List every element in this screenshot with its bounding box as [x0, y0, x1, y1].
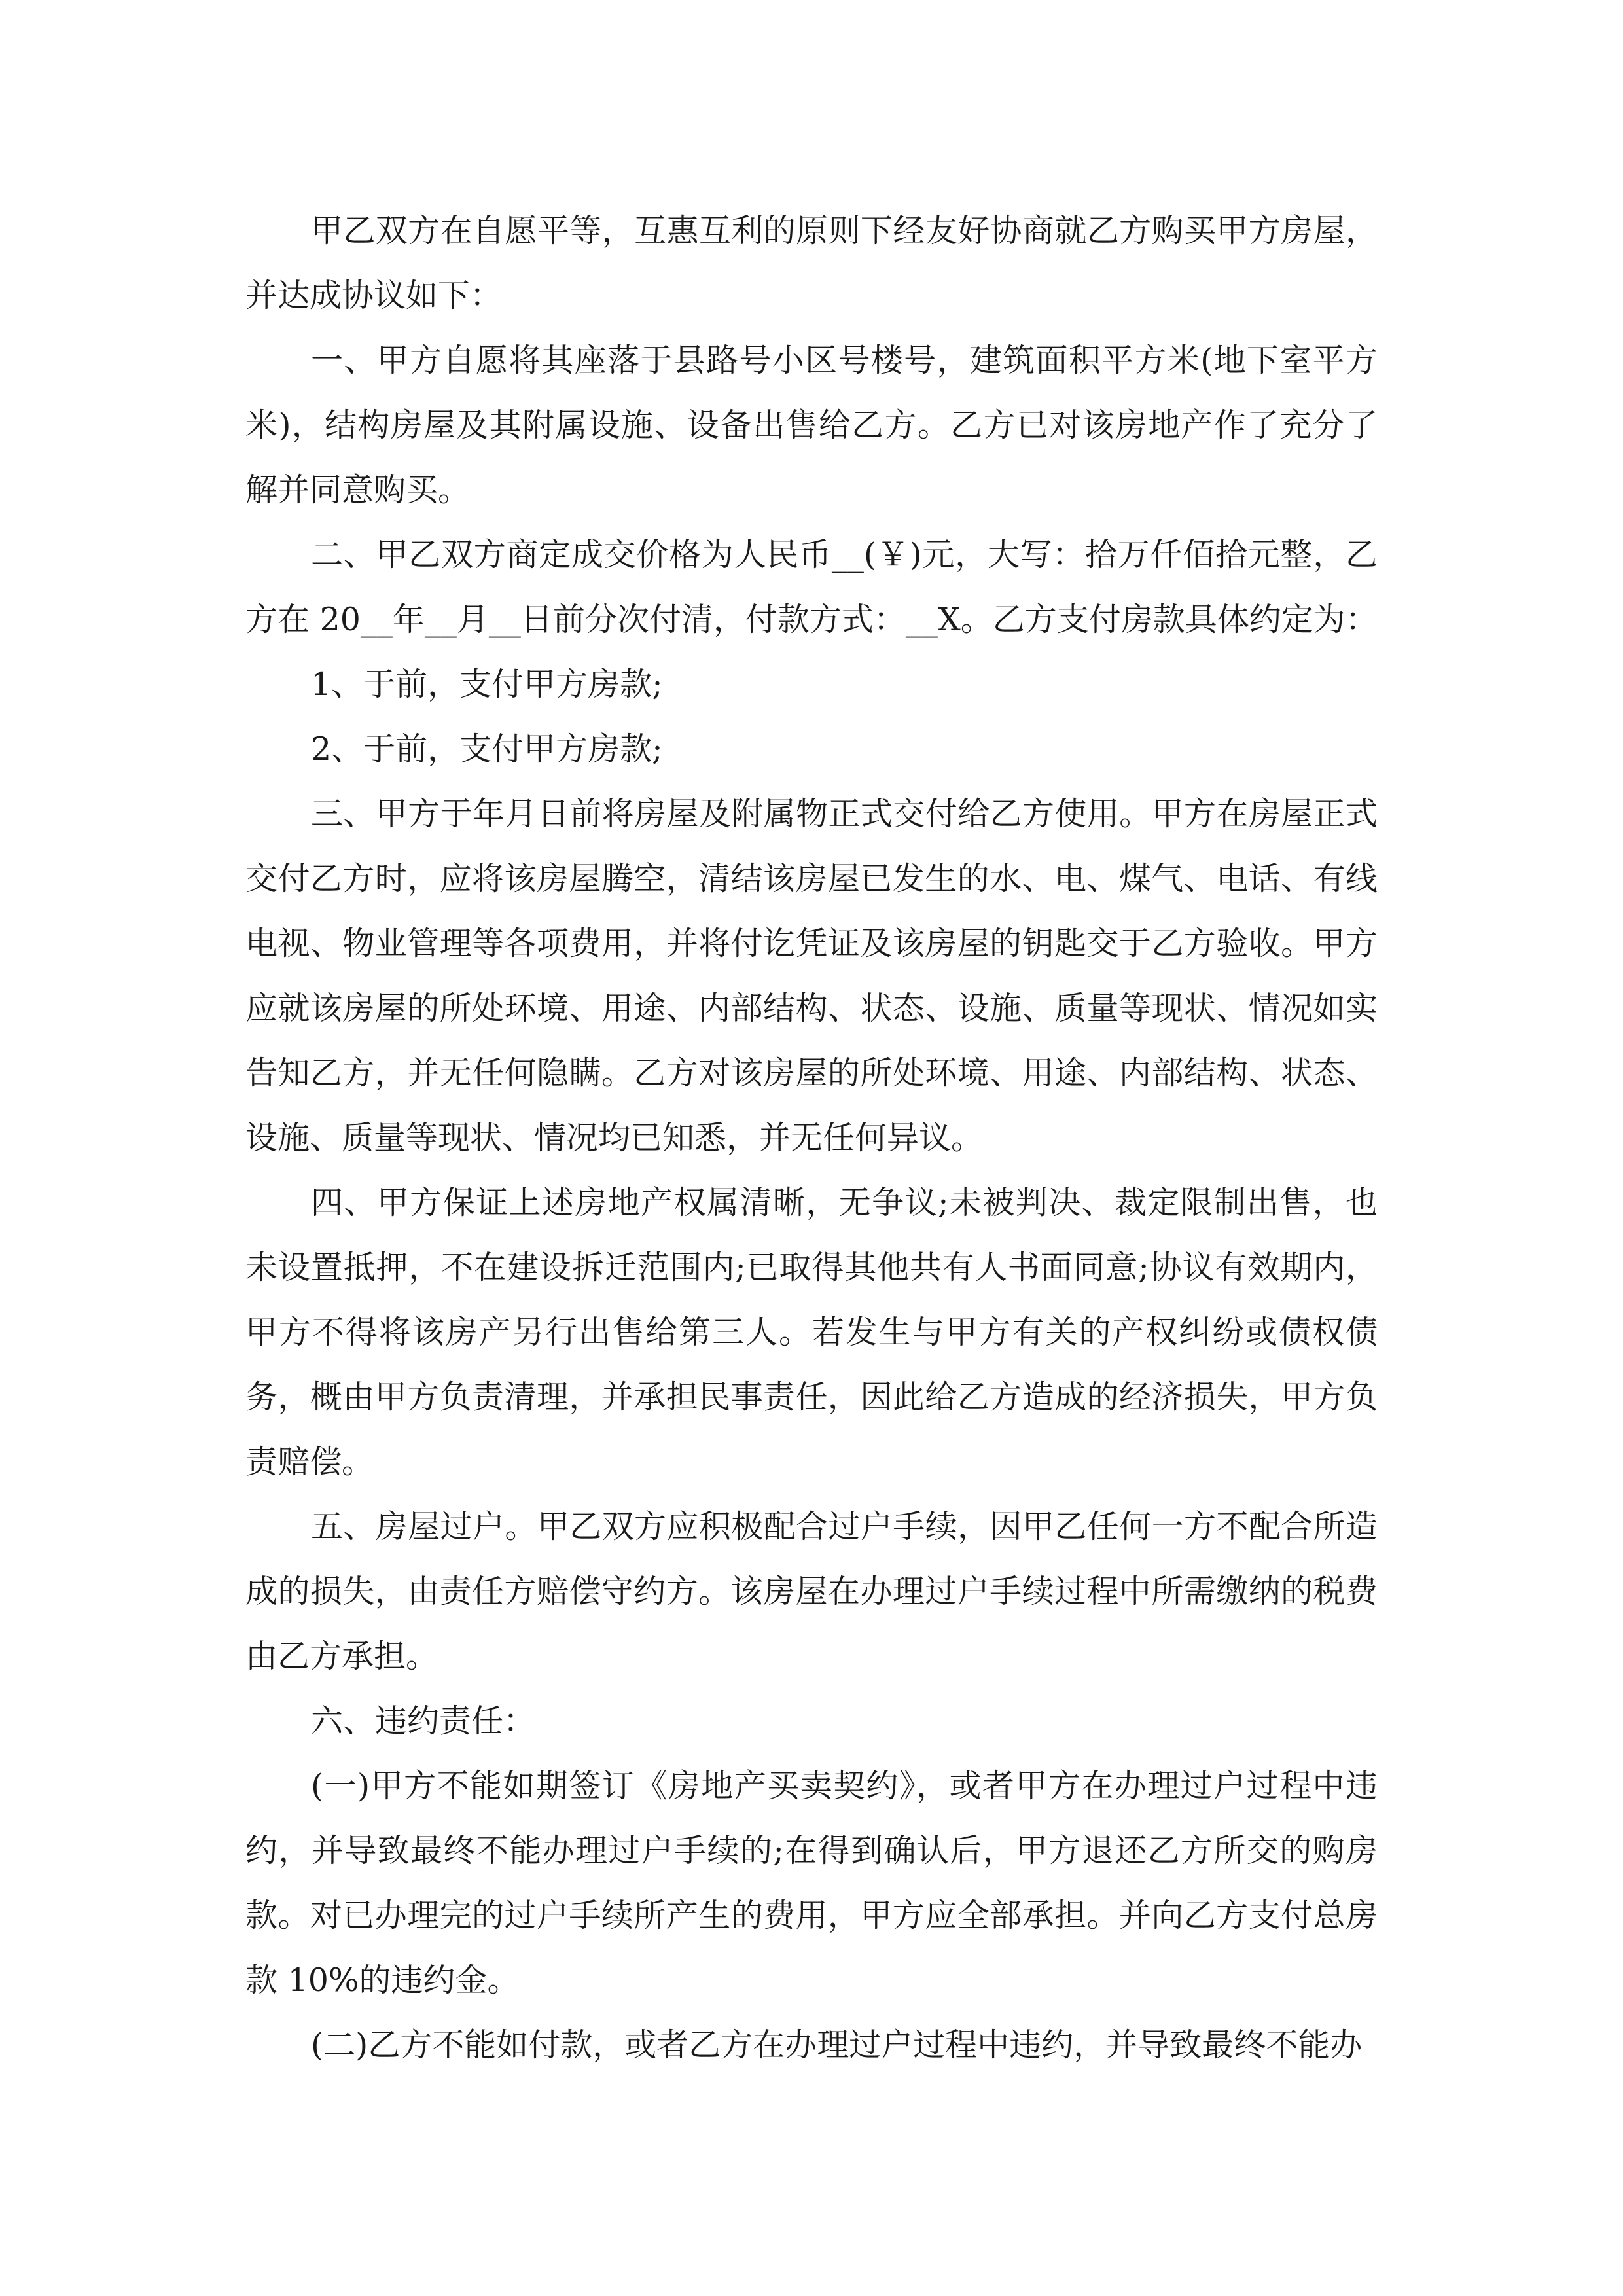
paragraph-clause-4: 四、甲方保证上述房地产权属清晰，无争议;未被判决、裁定限制出售，也未设置抵押，不在建设拆迁范围内;已取得其他共有人书面同意;协议有效期内，甲方不得将该房产另行出售给第三人。若发生与甲方有关的产权纠纷或债权债务，概由甲方负责清理，并承担民事责任，因此给乙方造成的经济损失，甲方负责赔偿。	[245, 1184, 1378, 1480]
paragraph-clause-5: 五、房屋过户。甲乙双方应积极配合过户手续，因甲乙任何一方不配合所造成的损失，由责任方赔偿守约方。该房屋在办理过户手续过程中所需缴纳的税费由乙方承担。	[245, 1508, 1378, 1675]
paragraph-payment-2: 2、于前，支付甲方房款;	[311, 730, 663, 768]
document-body	[245, 198, 1378, 2077]
paragraph-clause-1: 一、甲方自愿将其座落于县路号小区号楼号，建筑面积平方米(地下室平方米)，结构房屋及其附属设施、设备出售给乙方。乙方已对该房地产作了充分了解并同意购买。	[245, 342, 1378, 509]
paragraph-payment-1: 1、于前，支付甲方房款;	[311, 666, 663, 703]
paragraph-clause-6-heading: 六、违约责任：	[311, 1702, 536, 1740]
paragraph-clause-6-2: (二)乙方不能如付款，或者乙方在办理过户过程中违约，并导致最终不能办	[311, 2026, 1363, 2064]
paragraph-clause-3: 三、甲方于年月日前将房屋及附属物正式交付给乙方使用。甲方在房屋正式交付乙方时，应将该房屋腾空，清结该房屋已发生的水、电、煤气、电话、有线电视、物业管理等各项费用，并将付讫凭证及该房屋的钥匙交于乙方验收。甲方应就该房屋的所处环境、用途、内部结构、状态、设施、质量等现状、情况如实告知乙方，并无任何隐瞒。乙方对该房屋的所处环境、用途、内部结构、状态、设施、质量等现状、情况均已知悉，并无任何异议。	[245, 795, 1378, 1157]
paragraph-preamble: 甲乙双方在自愿平等，互惠互利的原则下经友好协商就乙方购买甲方房屋，并达成协议如下：	[245, 212, 1378, 314]
paragraph-clause-6-1: (一)甲方不能如期签订《房地产买卖契约》，或者甲方在办理过户过程中违约，并导致最终不能办理过户手续的;在得到确认后，甲方退还乙方所交的购房款。对已办理完的过户手续所产生的费用，甲方应全部承担。并向乙方支付总房款 10%的违约金。	[245, 1767, 1378, 1999]
paragraph-clause-2: 二、甲乙双方商定成交价格为人民币__(￥)元，大写：拾万仟佰拾元整，乙方在 20__年__月__日前分次付清，付款方式：__X。乙方支付房款具体约定为：	[245, 536, 1378, 638]
